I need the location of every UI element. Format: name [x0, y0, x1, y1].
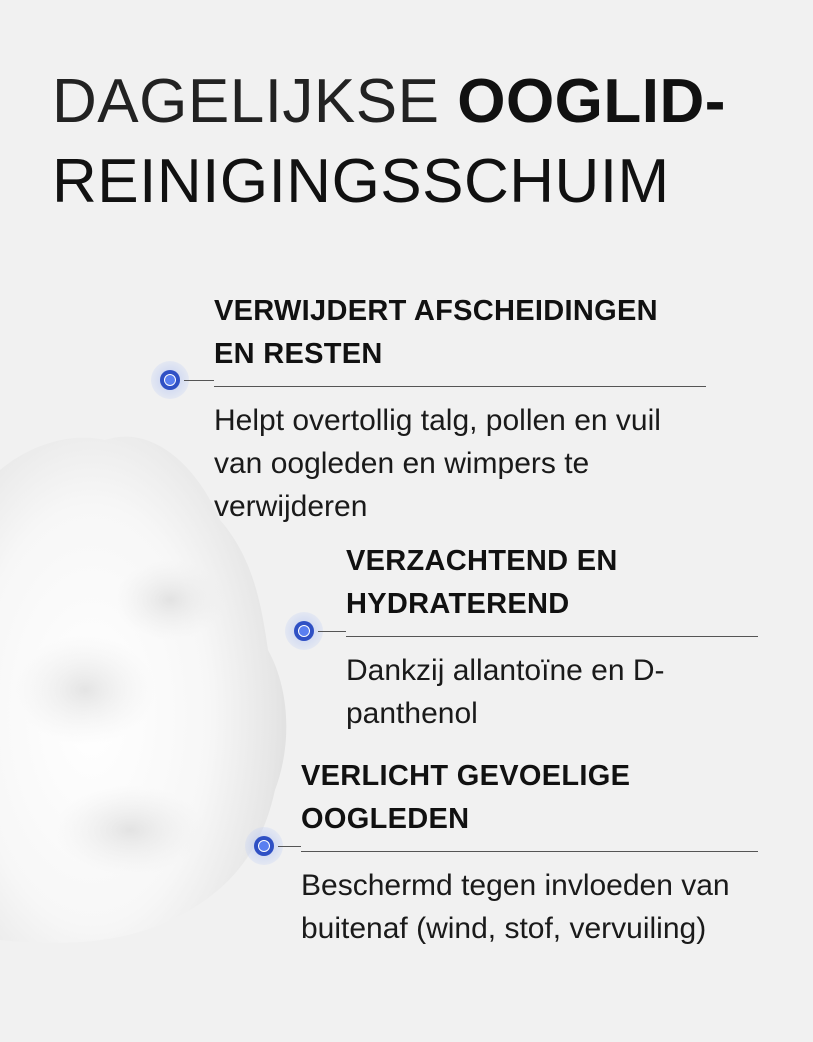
feature-sensitive	[301, 755, 758, 950]
feature-title-line: VERLICHT GEVOELIGE	[301, 760, 631, 792]
feature-title-line: VERZACHTEND EN	[346, 545, 618, 577]
connector-line	[184, 380, 214, 381]
title-line-1	[52, 62, 792, 142]
divider	[346, 636, 758, 637]
feature-description: Helpt overtollig talg, pollen en vuil van oogleden en wimpers te verwijderen	[214, 404, 661, 523]
title-line-2: REINIGINGSSCHUIM	[52, 147, 670, 216]
page-title	[52, 62, 792, 222]
feature-cleansing	[214, 290, 706, 528]
feature-title	[301, 755, 758, 841]
connector-line	[278, 846, 301, 847]
divider	[214, 386, 706, 387]
connector-line	[318, 631, 346, 632]
feature-title	[346, 540, 758, 626]
feature-title	[214, 290, 706, 376]
feature-title-line: HYDRATEREND	[346, 588, 570, 620]
feature-description: Dankzij allantoïne en D-panthenol	[346, 654, 665, 730]
feature-soothing	[346, 540, 758, 735]
feature-title-line: EN RESTEN	[214, 338, 383, 370]
divider	[301, 851, 758, 852]
feature-title-line: VERWIJDERT AFSCHEIDINGEN	[214, 295, 658, 327]
title-light: DAGELIJKSE	[52, 67, 440, 136]
feature-description: Beschermd tegen invloeden van buitenaf (wind, stof, vervuiling)	[301, 869, 730, 945]
feature-title-line: OOGLEDEN	[301, 803, 470, 835]
title-bold: OOGLID-	[457, 67, 726, 136]
